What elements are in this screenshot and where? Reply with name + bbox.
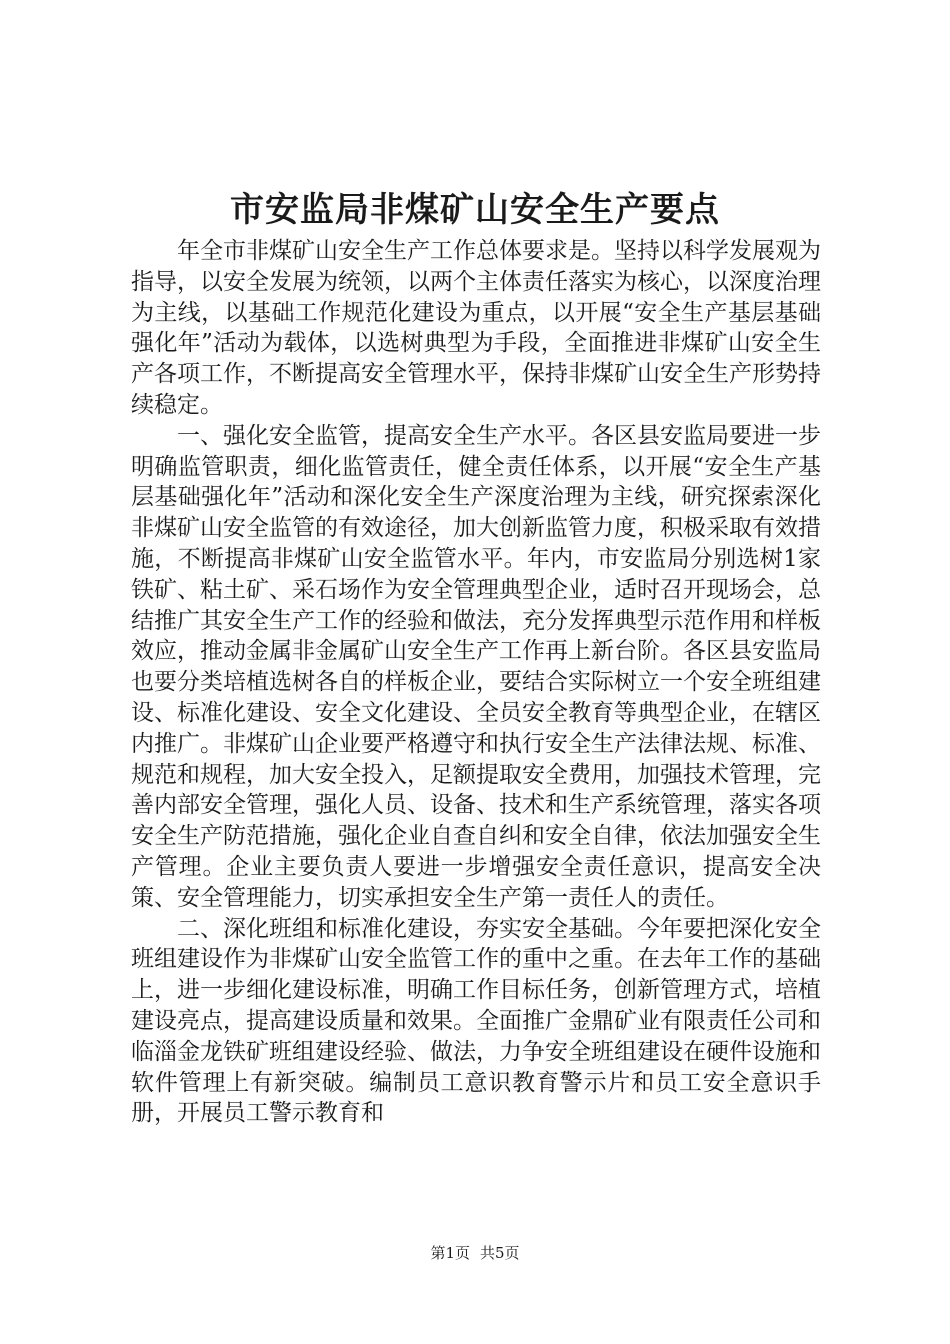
page-title: 市安监局非煤矿山安全生产要点: [230, 190, 720, 230]
paragraph-section-2: 二、深化班组和标准化建设，夯实安全基础。今年要把深化安全班组建设作为非煤矿山安全监管工作的重中之重。在去年工作的基础上，进一步细化建设标准，明确工作目标任务，创新管理方式，培植建设亮点，提高建设质量和效果。全面推广金鼎矿业有限责任公司和临淄金龙铁矿班组建设经验、做法，力争安全班组建设在硬件设施和软件管理上有新突破。编制员工意识教育警示片和员工安全意识手册，开展员工警示教育和: [131, 915, 821, 1127]
page-footer: [0, 1243, 950, 1263]
paragraph-section-1: 一、强化安全监管，提高安全生产水平。各区县安监局要进一步明确监管职责，细化监管责任，健全责任体系，以开展“安全生产基层基础强化年”活动和深化安全生产深度治理为主线，研究探索深化非煤矿山安全监管的有效途径，加大创新监管力度，积极采取有效措施，不断提高非煤矿山安全监管水平。年内，市安监局分别选树1家铁矿、粘土矿、采石场作为安全管理典型企业，适时召开现场会，总结推广其安全生产工作的经验和做法，充分发挥典型示范作用和样板效应，推动金属非金属矿山安全生产工作再上新台阶。各区县安监局也要分类培植选树各自的样板企业，要结合实际树立一个安全班组建设、标准化建设、安全文化建设、全员安全教育等典型企业，在辖区内推广。非煤矿山企业要严格遵守和执行安全生产法律法规、标准、规范和规程，加大安全投入，足额提取安全费用，加强技术管理，完善内部安全管理，强化人员、设备、技术和生产系统管理，落实各项安全生产防范措施，强化企业自查自纠和安全自律，依法加强安全生产管理。企业主要负责人要进一步增强安全责任意识，提高安全决策、安全管理能力，切实承担安全生产第一责任人的责任。: [131, 422, 821, 911]
page-number: 第1页: [430, 1244, 470, 1262]
paragraph-intro: 年全市非煤矿山安全生产工作总体要求是。坚持以科学发展观为指导，以安全发展为统领，以两个主体责任落实为核心，以深度治理为主线，以基础工作规范化建设为重点，以开展“安全生产基层基础强化年”活动为载体，以选树典型为手段，全面推进非煤矿山安全生产各项工作，不断提高安全管理水平，保持非煤矿山安全生产形势持续稳定。: [131, 238, 821, 418]
page-total: 共5页: [480, 1244, 520, 1262]
document-body: [131, 236, 821, 1129]
